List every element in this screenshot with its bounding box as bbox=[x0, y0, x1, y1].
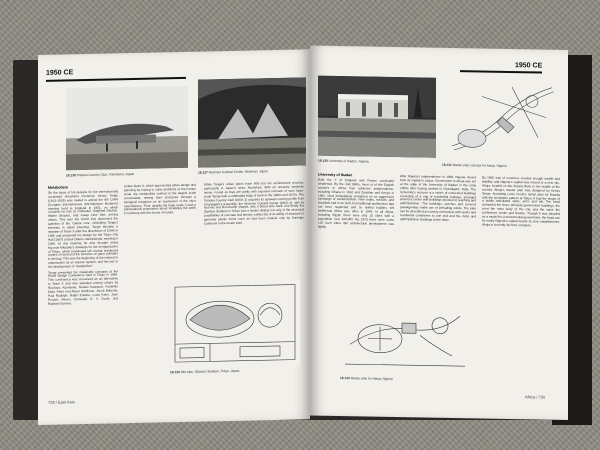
caption-132-number: 18.132 bbox=[340, 376, 350, 381]
section-title-metabolism: Metabolism bbox=[48, 185, 68, 190]
caption-129-text: Site plan, Olympic Stadium, Tokyo, Japan bbox=[180, 368, 240, 375]
caption-128-text: Totsuka Country Club, Yokohama, Japan bbox=[76, 171, 135, 178]
metabolism-paragraph-2: Tange presented his metabolist concepts at the World Design Conference held in Tokyo in 1960. This conference was conceived as an alternative to Team X and was attended among others by Nicolaus, Kurokawa, Noriaki Kawazoe, Fumihiko Maki, Peter and Alison Smithson, Jacob Bakema, Paul Rudolph, Ralph Erskine, Louis Kahn, Jean Prouvé, Minoru Yamasaki, B. V. Doshi, and Raphael Soriano. bbox=[48, 268, 118, 306]
metabolism-paragraph-4: While Tange's urban plans have little but his architectural practice, particularly in Japan's cities, flourished. With an uncanny aesthetic sense, rooted as they are partly with exposed concrete of such large-scale Tange built a celebrated body of work in the 1960s and 1970s. The Totsuka Country Club (1960–1) acquires its upswept curving profile from Chandigarh's Assembly; the Nichinan Cultural Center (1960–2), with its tectonic and Ronchamp shapes, was a breed unto itself; and finally the Olympic Stadium in Tokyo was a tender display not only of the structural possibilities of concrete and tension cables but of its ability of structure to generate plastic forms such as had been modest only by Santiago Calatrava in the recent past. bbox=[204, 180, 304, 226]
left-folio: 728 / East Asia bbox=[48, 399, 75, 405]
caption-130-number: 18.130 bbox=[318, 158, 328, 163]
caption-129-number: 18.129 bbox=[170, 370, 180, 375]
left-column-3 bbox=[204, 181, 304, 228]
caption-fig-128 bbox=[66, 171, 188, 178]
abuja-paragraph: By 1960 was of revenues created enough wealth and stability, and Nigeria's capital was moved to a new site, Abuja, located on the Gurara River in the middle of the country. Abuja's master plan was designed by Kenzo Tange. Accepting Lucio Costa's notion plan for Brasilia with the circulation pattern at Tokyo. It had the shape of a boldly articulated spine, arms and tail. The head contained the three principal government buildings, the crest the main body of the city, and the spine the conference center and theatre. Though it was adopted as a model for a monumental government, the head can be easily Nigeria's capital beside its civic establishment. Abuja is currently far from complete. bbox=[482, 175, 560, 228]
right-column-2 bbox=[400, 175, 476, 225]
caption-131-text: Master plan concept for Abuja, Nigeria bbox=[452, 162, 507, 168]
left-column-2 bbox=[124, 184, 196, 218]
caption-fig-131 bbox=[442, 163, 560, 169]
right-folio: Africa / 730 bbox=[525, 394, 546, 400]
section-title-university-of-ibadan: University of Ibadan bbox=[318, 172, 353, 178]
left-era-heading: 1950 CE bbox=[46, 69, 74, 77]
ibadan-paragraph-1: Both the Y of England and France concluded weakened. By the mid-1960s, most of of the English colonies in Africa had achieved independence, including Ghana in 1962 and Zanzibar and Kenya in 1963. Most immediately embarked on an aggressive campaign of modernization. New roads, schools, and hospitals had to be built, but traditional architecture had not been neglected and so skilled builders left ineffectual Africa was often in 1945. In all Africa, including Egypt, there were only 15 cities with a population over 100,000. By 1970 there were some 120 such cities. But architectural development was lightly. bbox=[318, 177, 394, 229]
caption-132-text: Master plan for Abuja, Nigeria bbox=[350, 376, 393, 381]
right-era-heading: 1950 CE bbox=[515, 62, 543, 70]
right-heading-rule bbox=[460, 70, 542, 73]
photo-totsuka-country-club bbox=[66, 86, 188, 171]
caption-127-number: 18.127 bbox=[198, 170, 208, 175]
caption-fig-127 bbox=[198, 168, 306, 174]
right-column-1 bbox=[318, 174, 394, 233]
caption-131-number: 18.131 bbox=[442, 162, 452, 167]
caption-fig-129 bbox=[170, 368, 300, 375]
caption-130-text: University of Ibadan, Nigeria bbox=[328, 158, 369, 164]
photo-university-of-ibadan bbox=[318, 76, 436, 158]
left-column-1 bbox=[48, 185, 118, 308]
left-page bbox=[38, 49, 310, 425]
caption-128-number: 18.128 bbox=[66, 173, 76, 178]
right-column-3 bbox=[482, 176, 560, 230]
caption-fig-132 bbox=[340, 376, 470, 382]
metabolism-paragraph-3: Unlike Team X, which approached urban design and planning by hoping to solve problems at the human scale, the metabolists worked at the largest scale conceivable, seeing their structures through a biological metaphor as an expression of the city's new lifeforce. Thus, despite the large scale, it was a philosophical proposition about inhabiting the earth in harmony with the forces of nature. bbox=[124, 182, 196, 216]
right-page bbox=[310, 45, 568, 420]
photo-nichinan-cultural-center bbox=[198, 77, 306, 167]
drawing-olympic-stadium-site-plan bbox=[170, 280, 300, 368]
caption-fig-130 bbox=[318, 159, 436, 165]
drawing-abuja-master-plan-concept bbox=[442, 76, 560, 162]
metabolism-paragraph-1: On the basis of his designs for the internationally acclaimed Hiroshima memorial, Kenzo Tange (1913–2005) was invited to attend the 8th CIAM (Congres Internationaux d'Architecture Moderne) meeting held in England in 1951, on which occasion he met Le Corbusier, Siegfried Giedion, Walter Gropius, and Josep Lluis Sert, among others. This was the CIAM that discussed the question of the 'culture core,' rekindling Tange's interests in urban planning. Tange became a member of Team X after the dissolution of CIAM in 1956 and presented his design for the Tokyo City Hall (1957) at their Otterlo, Netherlands, meeting in 1959. At this meeting he also brought along Kiyonori Kikutake's drawings for the reorganization of Tokyo, which envisioned tall circular residential towers on land and the factories on giant cylinders in the bay. This was the beginning of the interest in urbanization as an organic system, and the text to the development of 'metabolism.' bbox=[48, 189, 118, 269]
caption-127-text: Nichinan Cultural Center, Nichinan, Japan bbox=[208, 169, 268, 175]
ibadan-paragraph-2: After Nigeria's independence in 1960, Nigeria moved from its capital in Lagos. Government in Abuja was set at the edge of the University of Ibadan in the early 1960s after having worked in Chandigarh, India. The University's success is a series of connected buildings consisting of a ring of residential colleges, arranged around a center with buildings devoted to teaching and administration. The buildings, porches and covered passageways make use of prevailing winds. The plan can be described as loosely connected, with sports and residential complexes to one end and the clubs and administrative buildings at the other. bbox=[400, 174, 476, 222]
left-heading-rule bbox=[46, 77, 186, 82]
drawing-abuja-master-plan bbox=[340, 294, 470, 374]
